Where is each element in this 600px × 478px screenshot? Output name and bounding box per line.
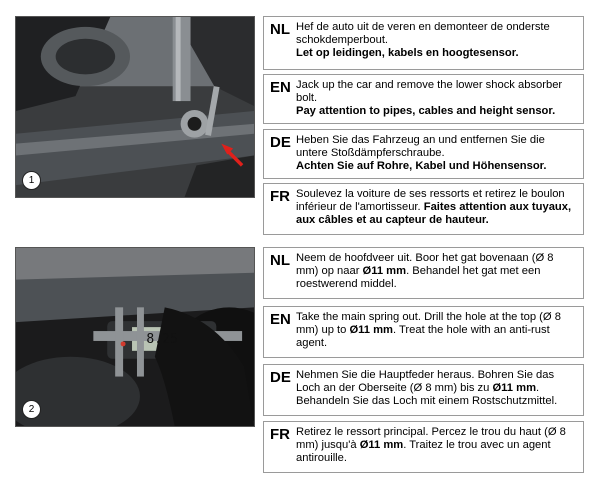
step-2-text-fr bbox=[263, 421, 584, 473]
instruction-text: Jack up the car and remove the lower shock absorber bolt. Pay attention to pipes, cables and height sensor. bbox=[296, 79, 563, 118]
step-1-photo bbox=[15, 16, 255, 198]
instruction-text: Heben Sie das Fahrzeug an und entfernen Sie die untere Stoßdämpferschraube. Achten Sie auf Rohre, Kabel und Höhensensor. bbox=[296, 134, 547, 173]
step-2-text-nl bbox=[263, 247, 584, 299]
language-code: NL bbox=[270, 252, 290, 269]
step-2-text-en bbox=[263, 306, 584, 358]
instruction-text: Hef de auto uit de veren en demonteer de onderste schokdemperbout. Let op leidingen, kabels en hoogtesensor. bbox=[296, 21, 550, 60]
step-1-text-nl bbox=[263, 16, 584, 70]
step-number-badge: 2 bbox=[22, 400, 41, 419]
language-code: FR bbox=[270, 188, 290, 205]
language-code: DE bbox=[270, 134, 291, 151]
language-code: DE bbox=[270, 369, 291, 386]
step-2-photo bbox=[15, 247, 255, 427]
caliper-lcd-reading: 8.25 bbox=[146, 332, 178, 347]
step-1-text-de bbox=[263, 129, 584, 179]
step-2-text-de bbox=[263, 364, 584, 416]
caliper-photo-illustration bbox=[16, 248, 254, 426]
instruction-text: Take the main spring out. Drill the hole at the top (Ø 8 mm) up to Ø11 mm. Treat the hole with an anti-rust agent. bbox=[296, 311, 561, 350]
instruction-text: Soulevez la voiture de ses ressorts et retirez le boulon inférieur de l'amortisseur. Faites attention aux tuyaux, aux câbles et au capteur de hauteur. bbox=[296, 188, 572, 227]
step-1-text-fr bbox=[263, 183, 584, 235]
instruction-text: Nehmen Sie die Hauptfeder heraus. Bohren Sie das Loch an der Oberseite (Ø 8 mm) bis zu Ø11 mm. Behandeln Sie das Loch mit einem Rostschutzmittel. bbox=[296, 369, 558, 408]
instruction-text: Retirez le ressort principal. Percez le trou du haut (Ø 8 mm) jusqu'à Ø11 mm. Traitez le trou avec un agent antirouille. bbox=[296, 426, 566, 465]
language-code: EN bbox=[270, 79, 291, 96]
language-code: EN bbox=[270, 311, 291, 328]
step-1-text-en bbox=[263, 74, 584, 124]
suspension-photo-illustration bbox=[16, 17, 254, 197]
instruction-text: Neem de hoofdveer uit. Boor het gat bovenaan (Ø 8 mm) op naar Ø11 mm. Behandel het gat met een roestwerend middel. bbox=[296, 252, 554, 291]
language-code: NL bbox=[270, 21, 290, 38]
language-code: FR bbox=[270, 426, 290, 443]
step-number-badge: 1 bbox=[22, 171, 41, 190]
